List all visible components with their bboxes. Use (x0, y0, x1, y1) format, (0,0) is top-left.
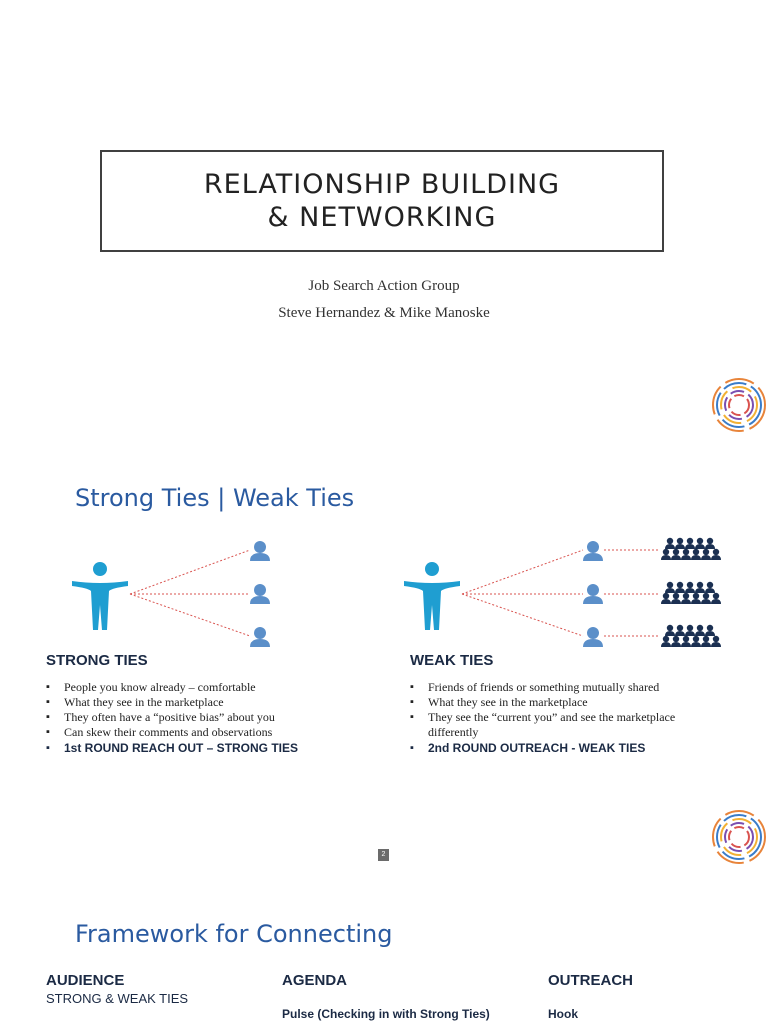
outreach-item: Hook (548, 1007, 578, 1021)
person-icon (250, 584, 270, 604)
audience-heading: AUDIENCE (46, 972, 125, 989)
list-item: ▪ They see the “current you” and see the marketplace differently (410, 710, 710, 740)
crowd-icon (661, 625, 721, 647)
list-item: ▪ What they see in the marketplace (46, 695, 376, 710)
stick-figure-icon (404, 562, 460, 630)
slide-framework (0, 870, 768, 1024)
subtitle-authors: Steve Hernandez & Mike Manoske (278, 305, 490, 321)
list-item: ▪ What they see in the marketplace (410, 695, 710, 710)
slide-title: Strong Ties | Weak Ties (75, 484, 355, 512)
slide-strong-weak-ties (0, 440, 768, 870)
title-box (100, 150, 664, 252)
crowd-icon (661, 538, 721, 560)
swirl-logo-icon (710, 376, 768, 434)
strong-ties-list (46, 680, 376, 756)
person-icon (583, 541, 603, 561)
stick-figure-icon (72, 562, 128, 630)
agenda-item: Pulse (Checking in with Strong Ties) (282, 1007, 490, 1021)
strong-tie-lines (130, 550, 250, 636)
outreach-heading: OUTREACH (548, 972, 633, 989)
list-item-emphasis: ▪ 2nd ROUND OUTREACH - WEAK TIES (410, 741, 710, 756)
audience-sub: STRONG & WEAK TIES (46, 991, 189, 1006)
list-item: ▪ Can skew their comments and observations (46, 725, 376, 740)
crowd-icon (661, 582, 721, 604)
list-item-emphasis: ▪ 1st ROUND REACH OUT – STRONG TIES (46, 741, 376, 756)
swirl-logo-icon (710, 808, 768, 866)
list-item: ▪ Friends of friends or something mutually shared (410, 680, 710, 695)
ties-diagram (0, 530, 768, 660)
list-item: ▪ People you know already – comfortable (46, 680, 376, 695)
agenda-heading: AGENDA (282, 972, 348, 989)
person-icon (250, 627, 270, 647)
person-icon (250, 541, 270, 561)
subtitle-group: Job Search Action Group (308, 278, 460, 294)
weak-ties-list (410, 680, 710, 756)
slide-title-page (0, 0, 768, 440)
title-line-1: RELATIONSHIP BUILDING (203, 169, 561, 200)
person-icon (583, 627, 603, 647)
page-number: 2 (378, 849, 389, 861)
person-icon (583, 584, 603, 604)
list-item: ▪ They often have a “positive bias” about you (46, 710, 376, 725)
strong-ties-heading: STRONG TIES (46, 652, 148, 669)
weak-tie-lines (462, 550, 660, 636)
slide-title: Framework for Connecting (75, 920, 393, 948)
weak-ties-heading: WEAK TIES (410, 652, 494, 669)
title-line-2: & NETWORKING (267, 202, 497, 233)
